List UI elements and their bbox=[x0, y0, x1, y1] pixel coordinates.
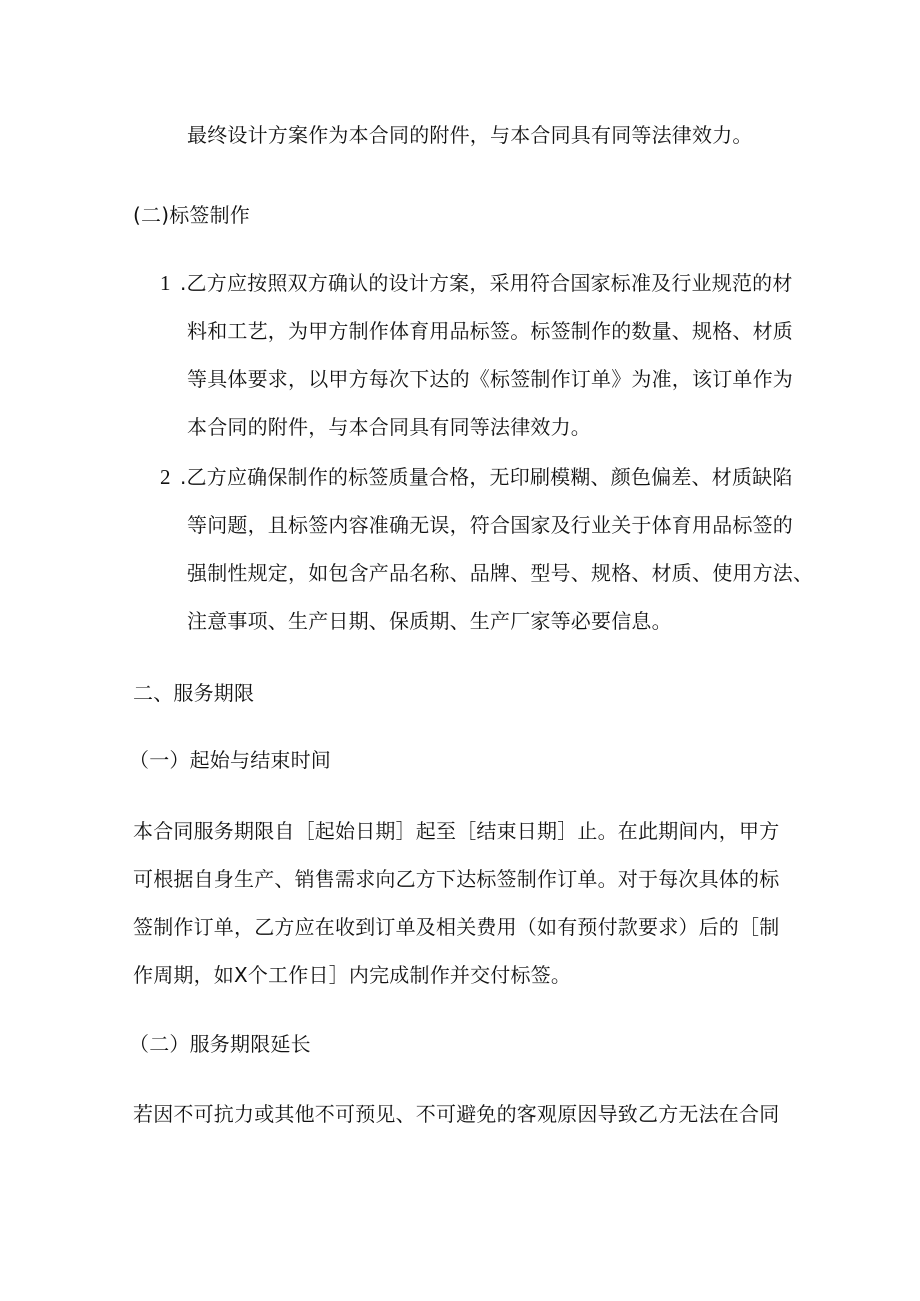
item-1-line-2: 料和工艺，为甲方制作体育用品标签。标签制作的数量、规格、材质 bbox=[187, 319, 793, 343]
term-para-line-3: 签制作订单，乙方应在收到订单及相关费用（如有预付款要求）后的［制 bbox=[133, 915, 780, 939]
item-1-line-4: 本合同的附件，与本合同具有同等法律效力。 bbox=[187, 415, 591, 439]
item-1-line-3: 等具体要求，以甲方每次下达的《标签制作订单》为准，该订单作为 bbox=[187, 367, 793, 391]
continuation-line: 最终设计方案作为本合同的附件，与本合同具有同等法律效力。 bbox=[187, 123, 753, 147]
item-1-number: 1 bbox=[160, 271, 171, 295]
item-2-line-3: 强制性规定，如包含产品名称、品牌、型号、规格、材质、使用方法、 bbox=[187, 561, 814, 585]
item-2-line-4: 注意事项、生产日期、保质期、生产厂家等必要信息。 bbox=[187, 609, 672, 633]
item-2-number: 2 bbox=[160, 465, 171, 489]
heading-service-term: 二、服务期限 bbox=[133, 681, 255, 705]
term-para-line-2: 可根据自身生产、销售需求向乙方下达标签制作订单。对于每次具体的标 bbox=[133, 867, 780, 891]
subheading-start-end: （一）起始与结束时间 bbox=[129, 748, 331, 772]
term-para-line-1: 本合同服务期限自［起始日期］起至［结束日期］止。在此期间内，甲方 bbox=[133, 819, 780, 843]
section-label-making: (二)标签制作 bbox=[133, 203, 251, 227]
item-2-line-2: 等问题，且标签内容准确无误，符合国家及行业关于体育用品标签的 bbox=[187, 513, 793, 537]
term-para-line-4: 作周期，如X个工作日］内完成制作并交付标签。 bbox=[133, 963, 572, 987]
subheading-extension: （二）服务期限延长 bbox=[129, 1032, 311, 1056]
item-2-line-1: .乙方应确保制作的标签质量合格，无印刷模糊、颜色偏差、材质缺陷 bbox=[180, 465, 793, 489]
item-1-line-1: .乙方应按照双方确认的设计方案，采用符合国家标准及行业规范的材 bbox=[180, 271, 793, 295]
extension-para-line-1: 若因不可抗力或其他不可预见、不可避免的客观原因导致乙方无法在合同 bbox=[133, 1102, 780, 1126]
